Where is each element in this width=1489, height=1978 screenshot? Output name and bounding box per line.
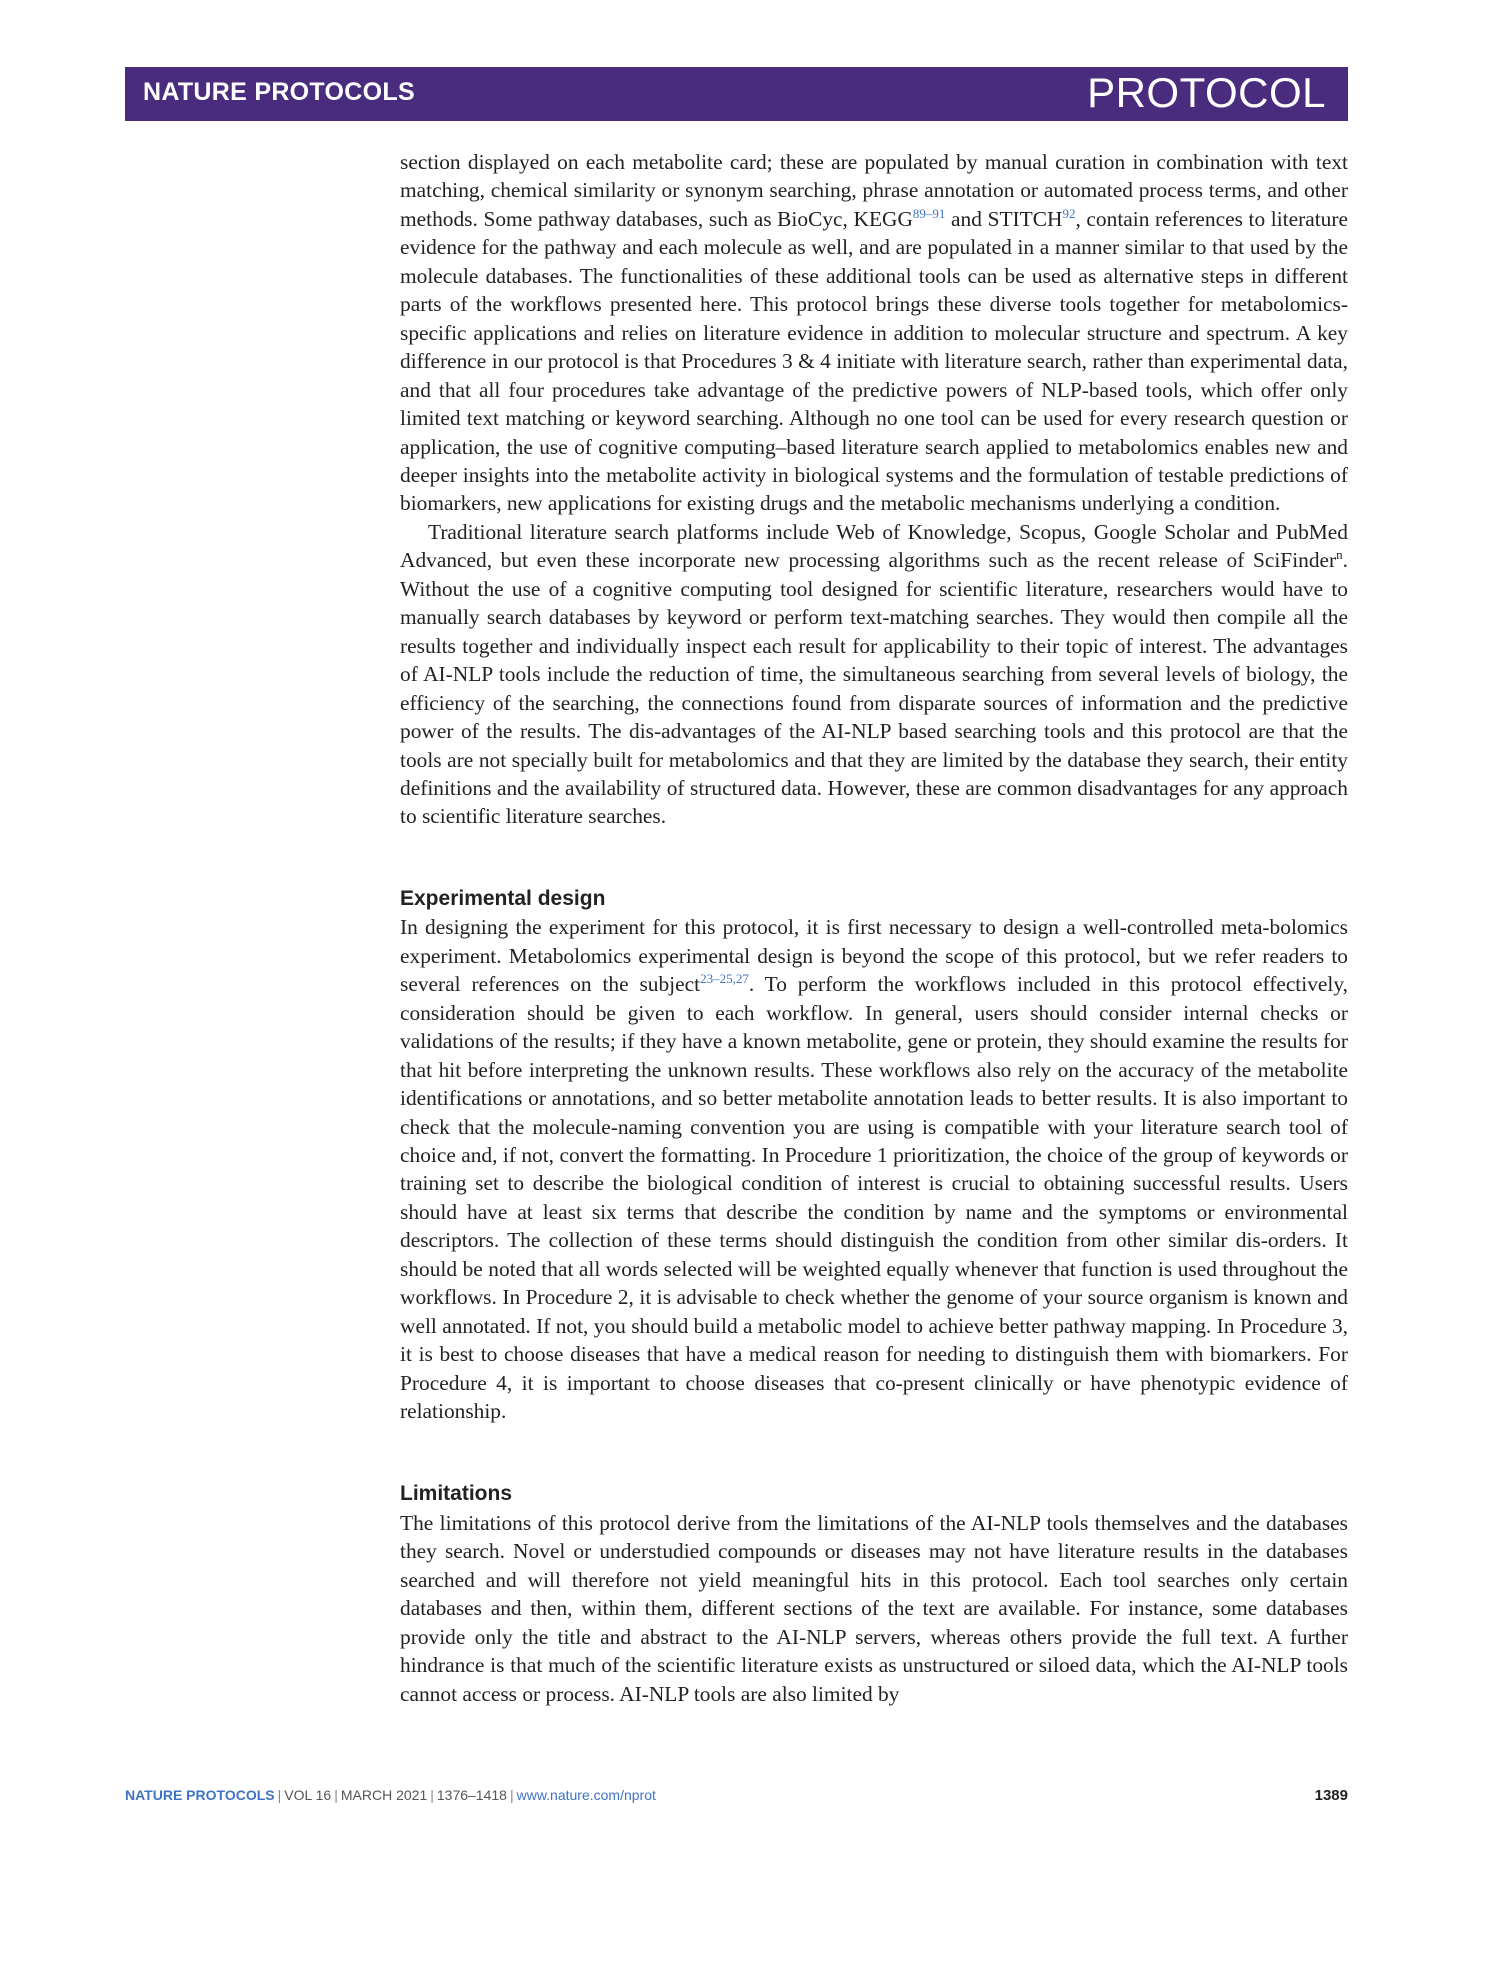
footer-separator: | xyxy=(430,1787,434,1803)
journal-header-bar xyxy=(125,67,1348,121)
footer-url-link[interactable]: www.nature.com/nprot xyxy=(516,1787,656,1803)
footer-journal: NATURE PROTOCOLS xyxy=(125,1787,275,1803)
footer-separator: | xyxy=(277,1787,282,1803)
paragraph-traditional-search: Traditional literature search platforms include Web of Knowledge, Scopus, Google Scholar and PubMed Advanced, but even these incorporate new processing algorithms such as the recent release of SciFinder$^n$. Without the use of a cognitive computing tool designed for scientific literature, researchers would have to manually search databases by keyword or perform text-matching searches. They would then compile all the results together and individually inspect each result for applicability to their topic of interest. The advantages of AI-NLP tools include the reduction of time, the simultaneous searching from several levels of biology, the efficiency of the searching, the connections found from disparate sources of information and the predictive power of the results. The dis-advantages of the AI-NLP based searching tools and this protocol are that the tools are not specially built for metabolomics and that they are limited by the database they search, their entity definitions and the availability of structured data. However, these are common disadvantages for any approach to scientific literature searches. xyxy=(400,519,1348,829)
section-heading-limitations: Limitations xyxy=(400,1482,513,1506)
citation-link[interactable]: 89–91 xyxy=(912,205,946,221)
footer-separator: | xyxy=(334,1787,338,1803)
paragraph-continued: section displayed on each metabolite card; these are populated by manual curation in combination with text matching, chemical similarity or synonym searching, phrase annotation or automated process terms, and other methods. Some pathway databases, such as BioCyc, KEGG$^{89-91}$ and STITCH$^{92}$, contain references to literature evidence for the pathway and each molecule as well, and are populated in a manner similar to that used by the molecule databases. The functionalities of these additional tools can be used as alternative steps in different parts of the workflows presented here. This protocol brings these diverse tools together for metabolomics-specific applications and relies on literature evidence in addition to molecular structure and spectrum. A key difference in our protocol is that Procedures 3 & 4 initiate with literature search, rather than experimental data, and that all four procedures take advantage of the predictive powers of NLP-based tools, which offer only limited text matching or keyword searching. Although no one tool can be used for every research question or application, the use of cognitive computing–based literature search applied to metabolomics enables new and deeper insights into the metabolite activity in biological systems and the formulation of testable predictions of biomarkers, new applications for existing drugs and the metabolic mechanisms underlying a condition. xyxy=(400,150,1348,516)
footer-date: MARCH 2021 xyxy=(340,1787,428,1803)
footer-pages: 1376–1418 xyxy=(436,1787,507,1803)
journal-name: NATURE PROTOCOLS xyxy=(143,78,415,106)
citation-link[interactable]: 23–25,27 xyxy=(700,971,749,987)
footer-volume: VOL 16 xyxy=(284,1787,332,1803)
footer-separator: | xyxy=(509,1787,514,1803)
paragraph-experimental-design: In designing the experiment for this protocol, it is first necessary to design a well-controlled meta-bolomics experiment. Metabolomics experimental design is beyond the scope of this protocol, but we refer readers to several references on the subject$^{23-25,27}$. To perform the workflows included in this protocol effectively, consideration should be given to each workflow. In general, users should consider internal checks or validations of the results; if they have a known metabolite, gene or protein, they should examine the results for that hit before interpreting the unknown results. These workflows also rely on the accuracy of the metabolite identifications or annotations, and so better metabolite annotation leads to better results. It is also important to check that the molecule-naming convention you are using is compatible with your literature search tool of choice and, if not, convert the formatting. In Procedure 1 prioritization, the choice of the group of keywords or training set to describe the biological condition of interest is crucial to obtaining successful results. Users should have at least six terms that describe the condition by name and the symptoms or environmental descriptors. The collection of these terms should distinguish the condition from other similar dis-orders. It should be noted that all words selected will be weighted equally whenever that function is used throughout the workflows. In Procedure 2, it is advisable to check whether the genome of your source organism is known and well annotated. If not, you should build a metabolic model to achieve better pathway mapping. In Procedure 3, it is best to choose diseases that have a medical reason for needing to distinguish them with biomarkers. For Procedure 4, it is important to choose diseases that co-present clinically or have phenotypic evidence of relationship. xyxy=(400,915,1348,1424)
section-heading-experimental-design: Experimental design xyxy=(400,886,606,910)
page-number: 1389 xyxy=(1314,1787,1348,1804)
citation-link[interactable]: 92 xyxy=(1062,205,1076,221)
article-body xyxy=(400,148,1348,1708)
paragraph-limitations: The limitations of this protocol derive from the limitations of the AI-NLP tools themselves and the databases they search. Novel or understudied compounds or diseases may not have literature results in the databases searched and will therefore not yield meaningful hits in this protocol. Each tool searches only certain databases and then, within them, different sections of the text are available. For instance, some databases provide only the title and abstract to the AI-NLP servers, whereas others provide the full text. A further hindrance is that much of the scientific literature exists as unstructured or siloed data, which the AI-NLP tools cannot access or process. AI-NLP tools are also limited by xyxy=(400,1510,1348,1706)
article-type-label: PROTOCOL xyxy=(1087,69,1326,116)
page-footer xyxy=(125,1787,1348,1803)
superscript-n: n xyxy=(1336,547,1343,563)
